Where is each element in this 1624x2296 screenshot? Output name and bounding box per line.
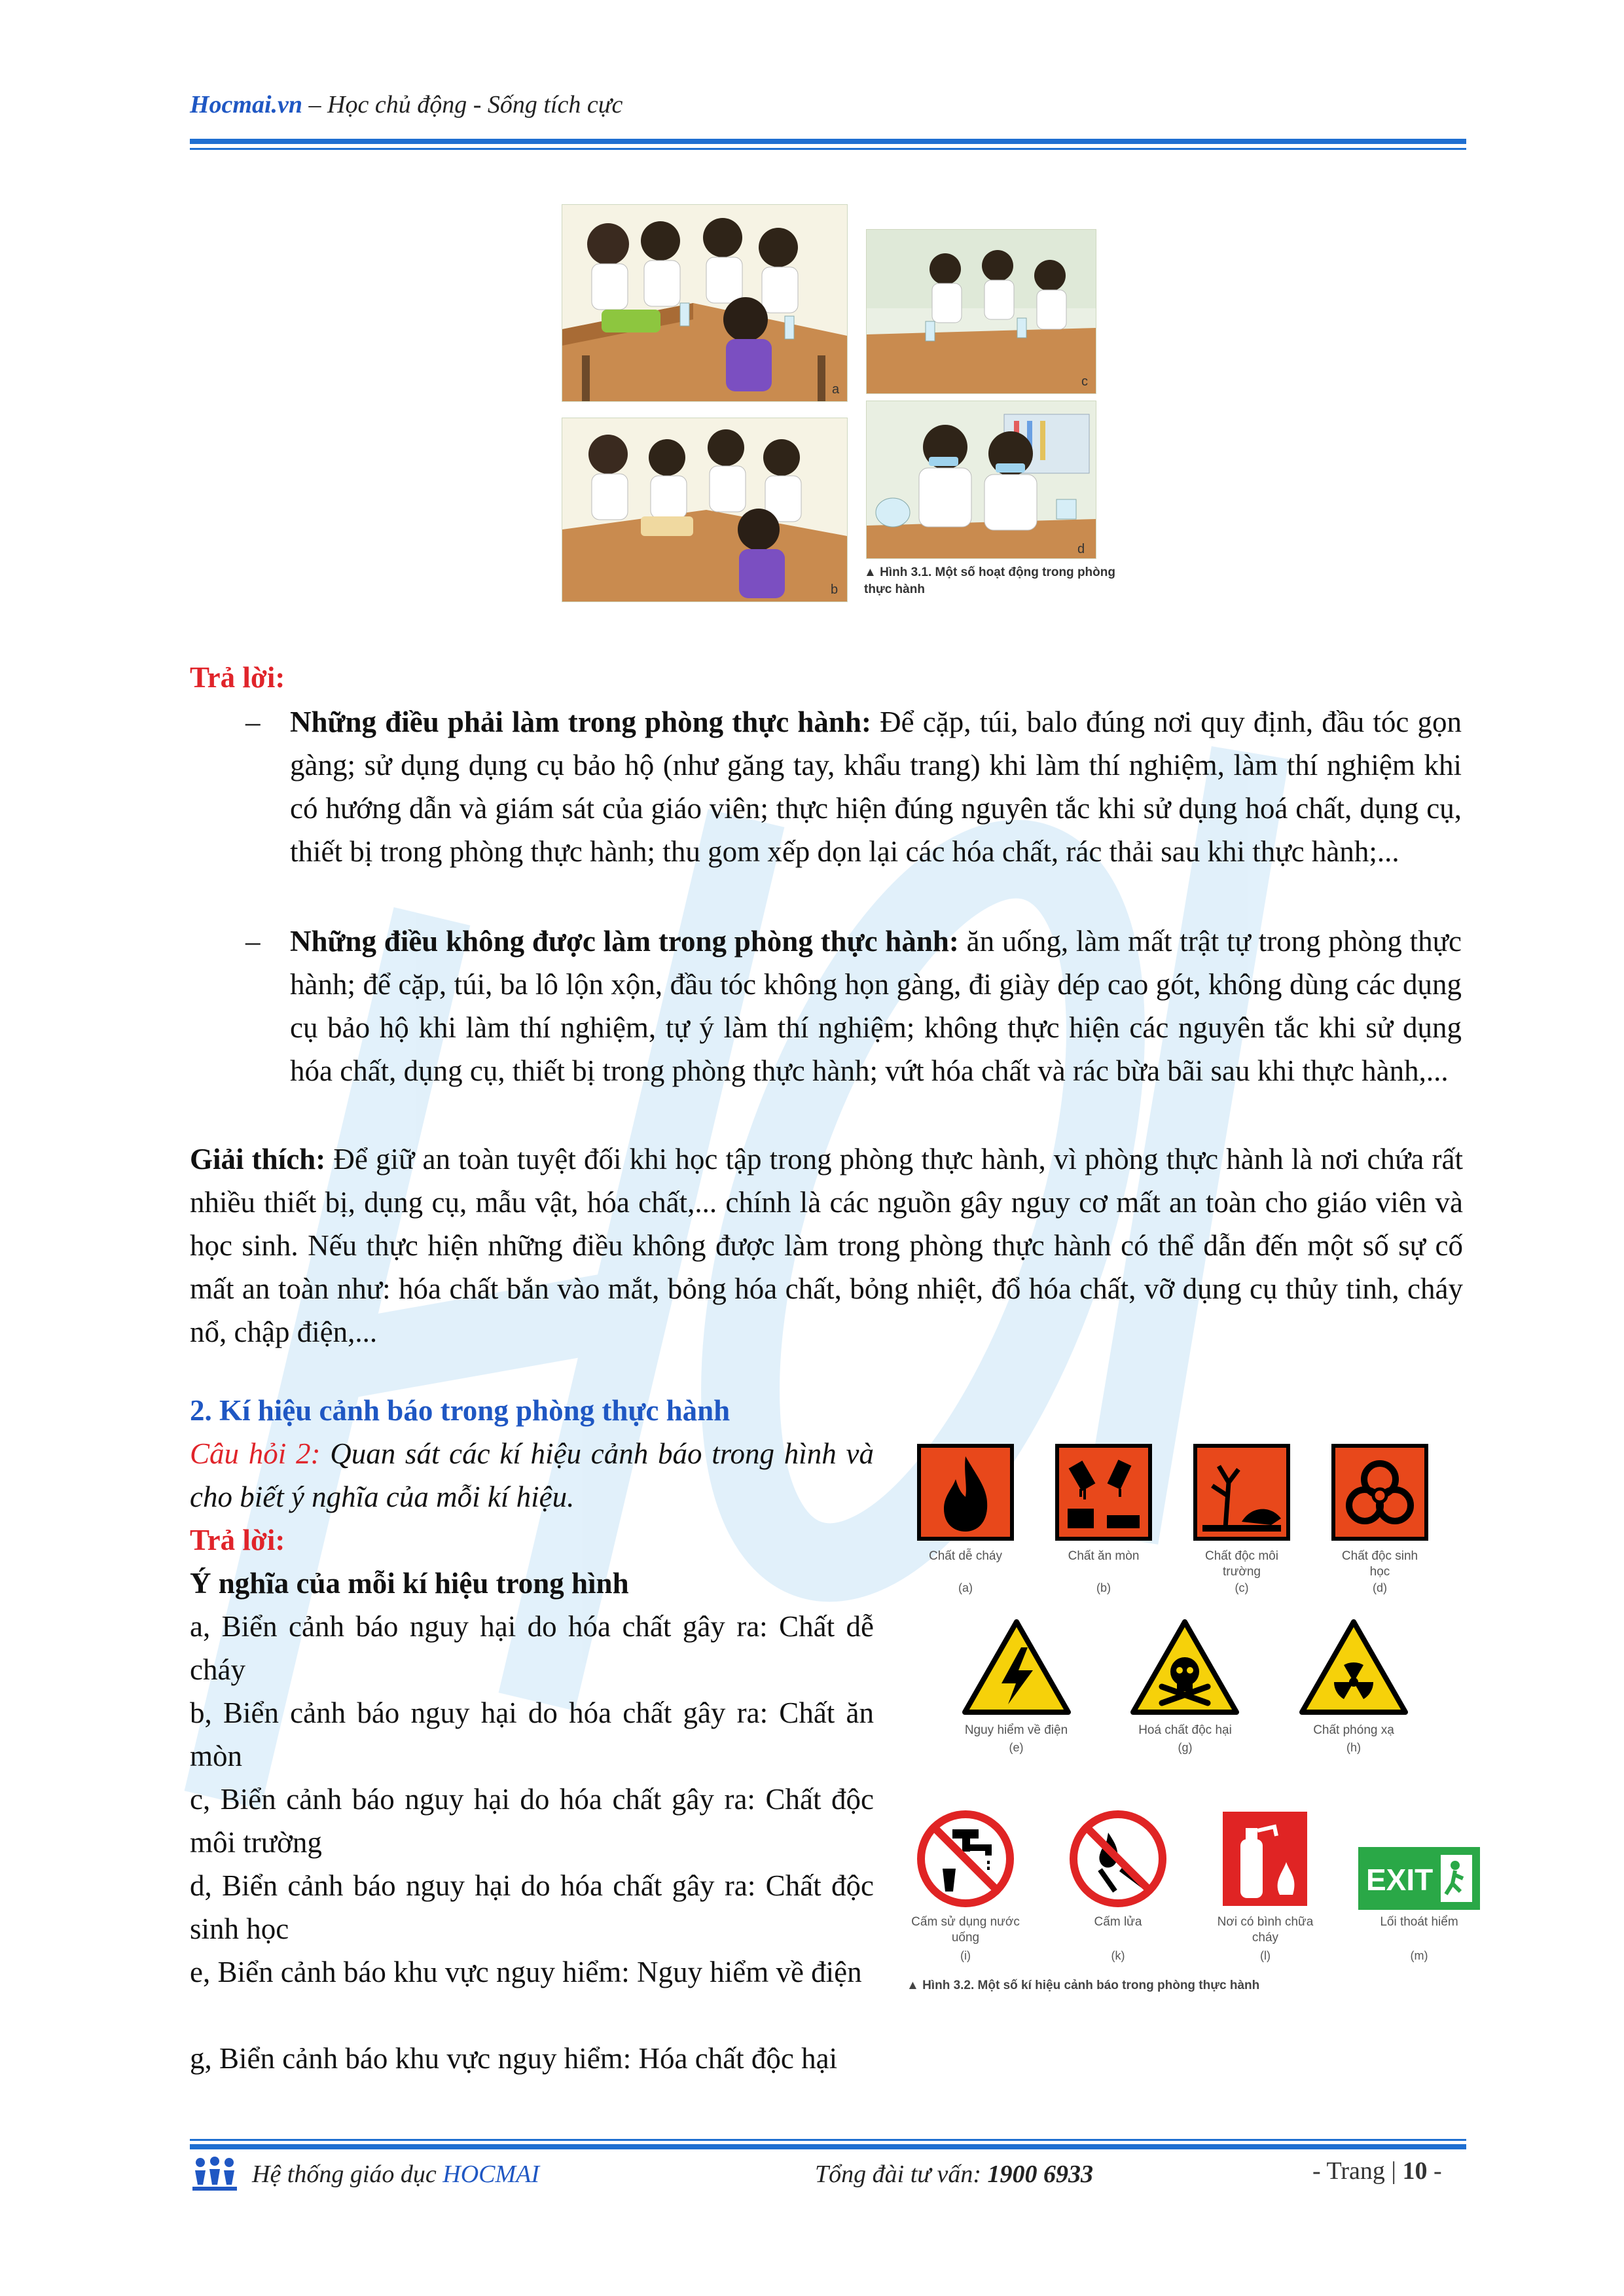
sign-label-l: Nơi có bình chữa cháy	[1217, 1915, 1314, 1945]
sign-label-m: Lối thoát hiểm	[1380, 1915, 1458, 1929]
bullet-dash: –	[245, 706, 261, 738]
sign-letter-e: (e)	[1009, 1741, 1024, 1754]
page-number: 10	[1402, 2157, 1428, 2185]
section2-title: 2. Kí hiệu cảnh báo trong phòng thực hành	[190, 1394, 731, 1427]
question2-text: Quan sát các kí hiệu cảnh báo trong hình và cho biết ý nghĩa của mỗi kí hiệu.	[190, 1437, 874, 1513]
exit-text: EXIT	[1366, 1863, 1434, 1897]
site-slogan: – Học chủ động - Sống tích cực	[302, 91, 623, 118]
panel-letter-a: a	[832, 382, 840, 397]
hocmai-logo-icon	[191, 2156, 238, 2193]
meaning-item-g: g, Biển cảnh báo khu vực nguy hiểm: Hóa chất độc hại	[190, 2042, 838, 2075]
footer-system	[252, 2160, 539, 2189]
must-do-text: Để cặp, túi, balo đúng nơi quy định, đầu tóc gọn gàng; sử dụng dụng cụ bảo hộ (như găng tay, khẩu trang) khi làm thí nghiệm, làm thí nghiệm khi có hướng dẫn và giám sát của giáo viên; thực hiện đúng nguyên tắc khi sử dụng hoá chất, dụng cụ, thiết bị trong phòng thực hành; thu gom xếp dọn lại các hóa chất, rác thải sau khi thực hành;...	[290, 706, 1462, 868]
meaning-item-e: e, Biển cảnh báo khu vực nguy hiểm: Nguy hiểm về điện	[190, 1956, 862, 1988]
sign-label-i: Cấm sử dụng nước uống	[911, 1915, 1020, 1945]
answer1-heading: Trả lời:	[190, 661, 285, 694]
classroom-illustration-b	[562, 418, 847, 601]
sign-label-g: Hoá chất độc hại	[1138, 1723, 1232, 1737]
figure2-caption: ▲ Hình 3.2. Một số kí hiệu cảnh báo trong phòng thực hành	[907, 1979, 1260, 1992]
sign-letter-d: (d)	[1373, 1581, 1387, 1594]
figure1-caption: ▲ Hình 3.1. Một số hoạt động trong phòng thực hành	[864, 565, 1115, 596]
skull-icon	[1129, 1618, 1240, 1716]
answer2-heading: Trả lời:	[190, 1524, 285, 1556]
footer-rule	[190, 2144, 1466, 2149]
meaning-item-d: d, Biển cảnh báo nguy hại do hóa chất gây ra: Chất độc sinh học	[190, 1869, 874, 1945]
sign-letter-b: (b)	[1096, 1581, 1111, 1594]
question2	[190, 1432, 874, 1518]
meaning-item-c: c, Biển cảnh báo nguy hại do hóa chất gây ra: Chất độc môi trường	[190, 1783, 874, 1859]
electric-hazard-icon	[961, 1618, 1072, 1716]
meaning-item-b: b, Biển cảnh báo nguy hại do hóa chất gây ra: Chất ăn mòn	[190, 1696, 874, 1772]
must-do-title: Những điều phải làm trong phòng thực hành:	[290, 706, 871, 738]
sign-letter-c: (c)	[1235, 1581, 1249, 1594]
sign-letter-h: (h)	[1346, 1741, 1361, 1754]
corrosive-icon	[1055, 1443, 1153, 1541]
environment-hazard-icon	[1193, 1443, 1291, 1541]
question2-label: Câu hỏi 2:	[190, 1437, 321, 1470]
no-fire-icon	[1069, 1810, 1167, 1908]
sign-letter-l: (l)	[1260, 1949, 1271, 1962]
panel-letter-b: b	[831, 583, 839, 597]
sign-letter-k: (k)	[1111, 1949, 1125, 1962]
meaning-item-a: a, Biển cảnh báo nguy hại do hóa chất gây ra: Chất dễ cháy	[190, 1610, 874, 1686]
explanation-text: Để giữ an toàn tuyệt đối khi học tập trong phòng thực hành, vì phòng thực hành là nơi chứa rất nhiều thiết bị, dụng cụ, mẫu vật, hóa chất,... chính là các nguồn gây nguy cơ mất an toàn cho giáo viên và học sinh. Nếu thực hiện những điều không được làm trong phòng thực hành có thể dẫn đến một số sự cố mất an toàn như: hóa chất bắn vào mắt, bỏng hóa chất, bỏng nhiệt, đổ hóa chất, vỡ dụng cụ thủy tinh, cháy nổ, chập điện,...	[190, 1143, 1463, 1348]
figure1-panel-d	[866, 401, 1096, 559]
radiation-icon	[1298, 1618, 1409, 1716]
sign-label-k: Cấm lửa	[1094, 1915, 1142, 1929]
figure1-panel-b	[562, 418, 848, 602]
classroom-illustration-a	[562, 205, 847, 401]
classroom-illustration-d	[867, 401, 1096, 558]
site-name[interactable]: Hocmai.vn	[190, 91, 303, 118]
must-not-text: ăn uống, làm mất trật tự trong phòng thực hành; để cặp, túi, ba lô lộn xộn, đầu tóc không họn gàng, đi giày dép cao gót, không dùng các dụng cụ bảo hộ khi làm thí nghiệm, tự ý làm thí nghiệm; không thực hiện các nguyên tắc khi sử dụng hóa chất, dụng cụ, thiết bị trong phòng thực hành; vứt hóa chất và rác bừa bãi sau khi thực hành,...	[290, 925, 1462, 1087]
header-site	[190, 90, 623, 119]
explanation-paragraph	[190, 1138, 1463, 1354]
figure1-panel-a	[562, 204, 848, 402]
exit-icon	[1357, 1846, 1481, 1911]
sign-letter-i: (i)	[960, 1949, 971, 1962]
classroom-illustration-c	[867, 230, 1096, 393]
footer-system-text: Hệ thống giáo dục	[252, 2161, 443, 2188]
panel-letter-c: c	[1081, 374, 1088, 389]
page-prefix: - Trang |	[1312, 2157, 1403, 2185]
sign-label-a: Chất dễ cháy	[929, 1549, 1002, 1563]
bullet-dash: –	[245, 925, 261, 958]
footer-brand[interactable]: HOCMAI	[442, 2161, 540, 2188]
must-do-paragraph	[290, 700, 1462, 873]
sign-letter-a: (a)	[958, 1581, 973, 1594]
sign-letter-g: (g)	[1178, 1741, 1193, 1754]
header-rule	[190, 139, 1466, 144]
sign-label-h: Chất phóng xạ	[1313, 1723, 1394, 1737]
footer-page-number	[1312, 2157, 1442, 2185]
must-not-paragraph	[290, 920, 1462, 1092]
sign-label-d: Chất độc sinh học	[1341, 1549, 1418, 1579]
no-drinking-water-icon	[916, 1810, 1015, 1908]
sign-label-c: Chất độc môi trường	[1205, 1549, 1278, 1579]
footer-hotline-number[interactable]: 1900 6933	[987, 2161, 1093, 2188]
sign-label-b: Chất ăn mòn	[1068, 1549, 1140, 1563]
footer-hotline-label: Tổng đài tư vấn:	[815, 2161, 988, 2188]
fire-extinguisher-icon	[1221, 1810, 1309, 1908]
meaning-title: Ý nghĩa của mỗi kí hiệu trong hình	[190, 1567, 629, 1600]
biohazard-icon	[1331, 1443, 1429, 1541]
footer-rule-thin	[190, 2139, 1466, 2141]
footer-hotline	[815, 2160, 1093, 2189]
page-suffix: -	[1427, 2157, 1442, 2185]
panel-letter-d: d	[1077, 542, 1085, 556]
sign-label-e: Nguy hiểm về điện	[964, 1723, 1068, 1737]
must-not-title: Những điều không được làm trong phòng thực hành:	[290, 925, 959, 958]
sign-letter-m: (m)	[1410, 1949, 1428, 1962]
explanation-title: Giải thích:	[190, 1143, 326, 1175]
flame-icon	[916, 1443, 1015, 1541]
figure1-panel-c	[866, 229, 1096, 394]
header-rule-thin	[190, 148, 1466, 150]
